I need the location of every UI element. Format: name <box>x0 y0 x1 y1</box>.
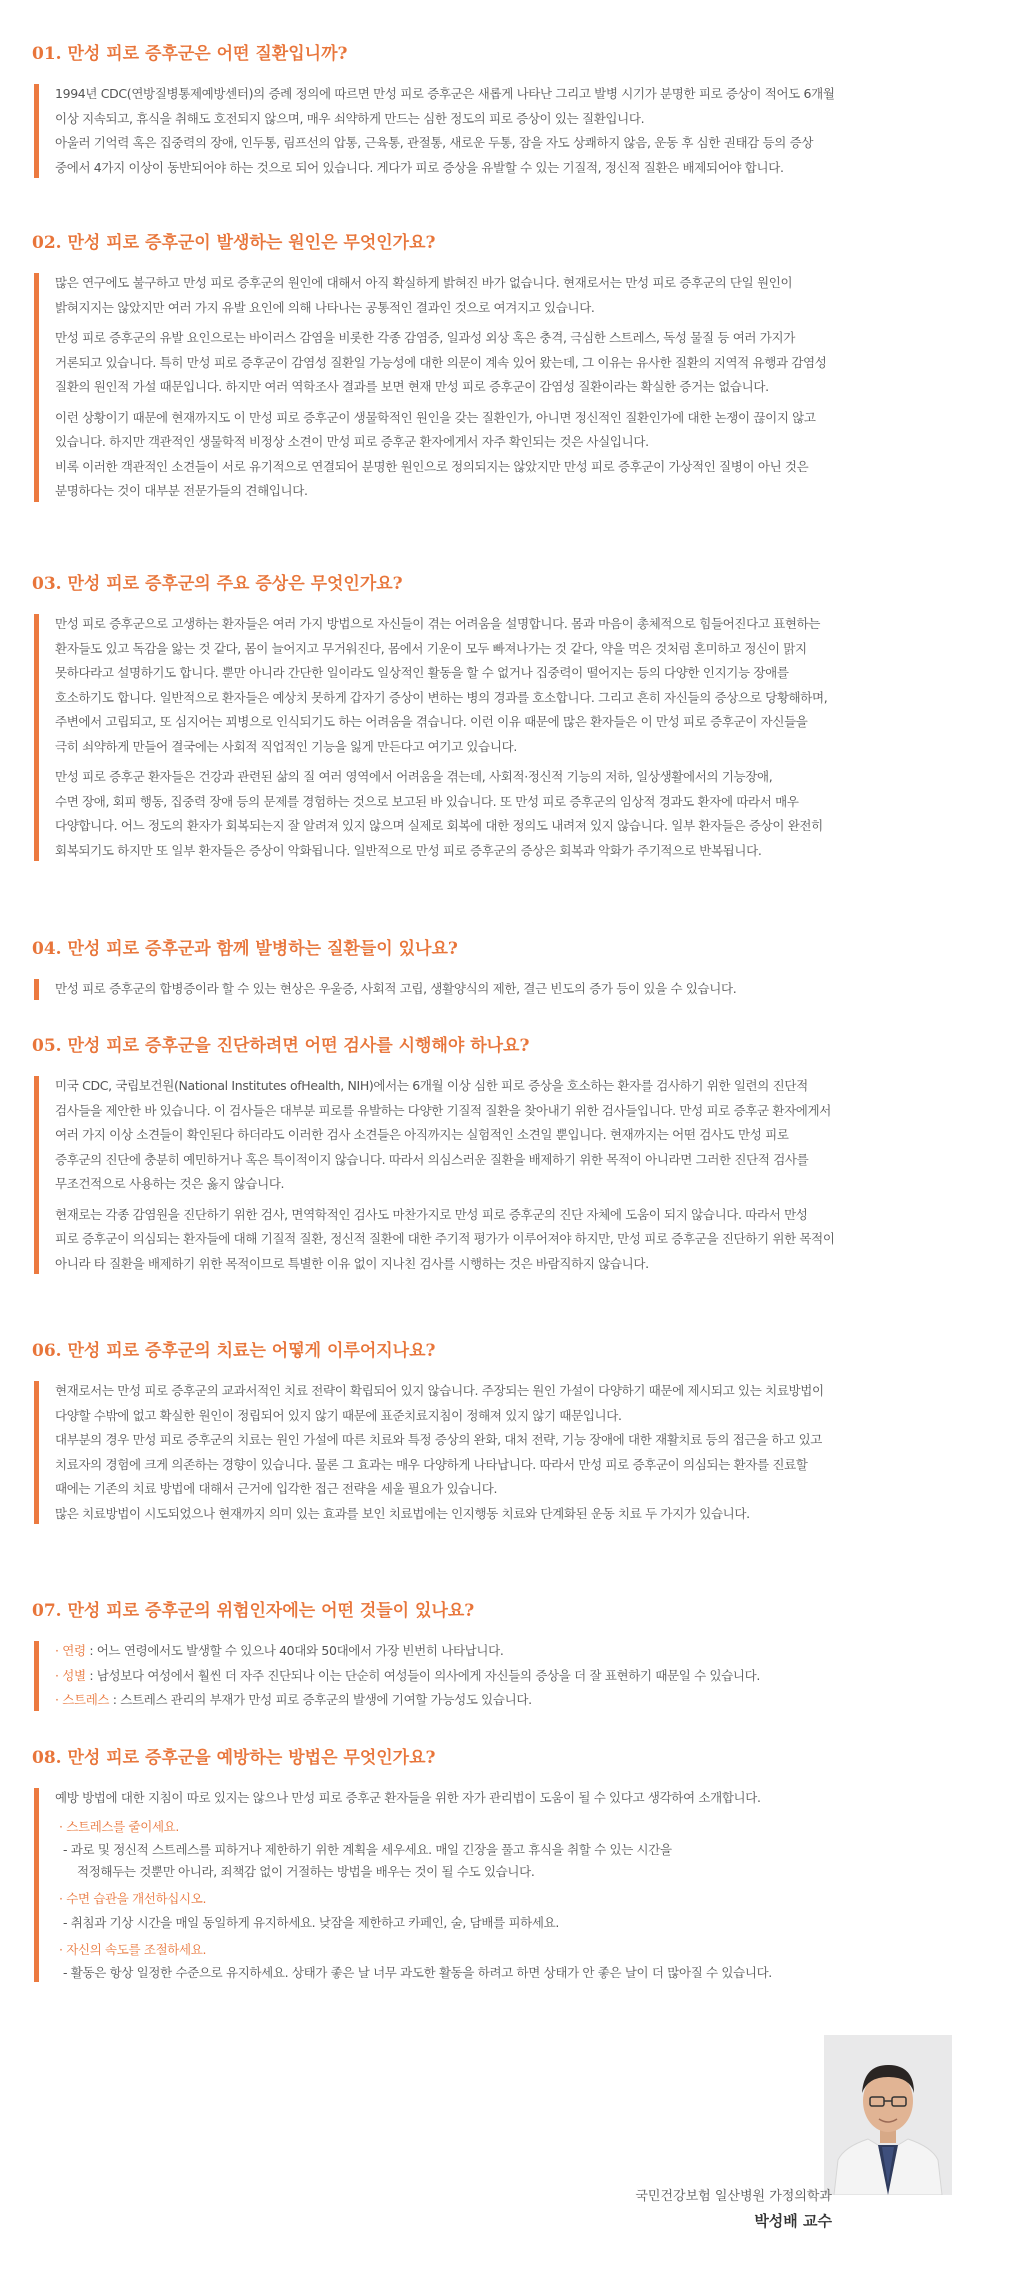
paragraph-line: 수면 장애, 회피 행동, 집중력 장애 등의 문제를 경험하는 것으로 보고된 바 있습니다. 또 만성 피로 증후군의 임상적 경과도 환자에 따라서 매우 <box>55 793 799 809</box>
section-body <box>32 271 994 504</box>
prevention-tip <box>55 1887 994 1934</box>
qa-section <box>32 232 994 498</box>
prevention-tip-label: 스트레스를 줄이세요. <box>66 1818 180 1834</box>
section-title: 03. 만성 피로 증후군의 주요 증상은 무엇인가요? <box>32 574 403 594</box>
paragraph-line: 대부분의 경우 만성 피로 증후군의 치료는 원인 가설에 따른 치료와 특정 증상의 완화, 대처 전략, 기능 장애에 대한 재활치료 등의 접근을 하고 있고 <box>55 1432 823 1447</box>
prevention-tip-heading <box>55 1938 994 1963</box>
paragraph-line: 치료자의 경험에 크게 의존하는 경향이 있습니다. 물론 그 효과는 매우 다양하게 나타납니다. 따라서 만성 피로 증후군이 의심되는 환자를 진료할 <box>55 1456 808 1472</box>
paragraph-line: 현재로서는 만성 피로 증후군의 교과서적인 치료 전략이 확립되어 있지 않습니다. 주장되는 원인 가설이 다양하기 때문에 제시되고 있는 치료방법이 <box>55 1383 824 1398</box>
paragraph-line: 무조건적으로 사용하는 것은 옳지 않습니다. <box>55 1176 285 1191</box>
paragraph <box>55 82 994 180</box>
section-title: 01. 만성 피로 증후군은 어떤 질환입니까? <box>32 44 348 64</box>
section-body <box>32 612 994 863</box>
section-body <box>32 1074 994 1276</box>
author-photo <box>824 2035 952 2195</box>
paragraph-line: 다양할 수밖에 없고 확실한 원인이 정립되어 있지 않기 때문에 표준치료지침이 정해져 있지 않기 때문입니다. <box>55 1407 622 1423</box>
section-body <box>32 82 994 180</box>
prevention-tip <box>55 1815 994 1884</box>
paragraph-line: 주변에서 고립되고, 또 심지어는 꾀병으로 인식되기도 하는 어려움을 겪습니다. 이런 이유 때문에 많은 환자들은 이 만성 피로 증후군이 자신들을 <box>55 714 808 729</box>
prevention-tip-line: - 취침과 기상 시간을 매일 동일하게 유지하세요. 낮잠을 제한하고 카페인, 술, 담배를 피하세요. <box>63 1914 559 1930</box>
bullet-dot: · <box>59 1891 63 1906</box>
bullet-dot: · <box>55 1643 59 1658</box>
paragraph <box>55 977 994 1002</box>
section-title: 05. 만성 피로 증후군을 진단하려면 어떤 검사를 시행해야 하나요? <box>32 1036 530 1056</box>
section-body <box>32 1379 994 1526</box>
paragraph-line: 여러 가지 이상 소견들이 확인된다 하더라도 이러한 검사 소견들은 아직까지는 실험적인 소견일 뿐입니다. 현재까지는 어떤 검사도 만성 피로 <box>55 1127 789 1142</box>
paragraph-line: 이상 지속되고, 휴식을 취해도 호전되지 않으며, 매우 쇠약하게 만드는 심한 정도의 피로 증상이 있는 질환입니다. <box>55 110 645 126</box>
paragraph-line: 미국 CDC, 국립보건원(National Institutes ofHealth, NIH)에서는 6개월 이상 심한 피로 증상을 호소하는 환자를 검사하기 위한 일련의 진단적 <box>55 1078 808 1093</box>
section-title: 08. 만성 피로 증후군을 예방하는 방법은 무엇인가요? <box>32 1748 436 1768</box>
prevention-tip-label: 자신의 속도를 조절하세요. <box>66 1941 207 1957</box>
paragraph-line: 중에서 4가지 이상이 동반되어야 하는 것으로 되어 있습니다. 게다가 피로 증상을 유발할 수 있는 기질적, 정신적 질환은 배제되어야 합니다. <box>55 159 784 175</box>
paragraph-line: 분명하다는 것이 대부분 전문가들의 견해입니다. <box>55 483 308 498</box>
section-title: 02. 만성 피로 증후군이 발생하는 원인은 무엇인가요? <box>32 233 436 253</box>
qa-section <box>32 938 994 996</box>
paragraph-line: 검사들을 제안한 바 있습니다. 이 검사들은 대부분 피로를 유발하는 다양한 기질적 질환을 찾아내기 위한 검사들입니다. 만성 피로 증후군 환자에게서 <box>55 1102 831 1118</box>
paragraph <box>55 406 994 504</box>
paragraph-line: 회복되기도 하지만 또 일부 환자들은 증상이 악화됩니다. 일반적으로 만성 피로 증후군의 증상은 회복과 악화가 주기적으로 반복됩니다. <box>55 842 762 858</box>
prevention-tip-line: - 활동은 항상 일정한 수준으로 유지하세요. 상태가 좋은 날 너무 과도한 활동을 하려고 하면 상태가 안 좋은 날이 더 많아질 수 있습니다. <box>63 1965 772 1980</box>
paragraph-line: 못하다라고 설명하기도 합니다. 뿐만 아니라 간단한 일이라도 일상적인 활동을 할 수 없거나 집중력이 떨어지는 등의 다양한 인지기능 장애를 <box>55 665 789 680</box>
risk-factor-item <box>55 1639 994 1664</box>
risk-factor-label: 연령 <box>62 1643 86 1658</box>
paragraph <box>55 612 994 759</box>
section-title: 04. 만성 피로 증후군과 함께 발병하는 질환들이 있나요? <box>32 939 458 959</box>
risk-factor-text: : 스트레스 관리의 부재가 만성 피로 증후군의 발생에 기여할 가능성도 있습니다. <box>109 1692 532 1707</box>
bullet-dot: · <box>55 1692 59 1707</box>
paragraph-line: 호소하기도 합니다. 일반적으로 환자들은 예상치 못하게 갑자기 증상이 변하는 병의 경과를 호소합니다. 그리고 흔히 자신들의 증상으로 당황해하며, <box>55 689 828 705</box>
paragraph-line: 때에는 기존의 치료 방법에 대해서 근거에 입각한 접근 전략을 세울 필요가 있습니다. <box>55 1481 498 1496</box>
section-body <box>32 1639 994 1713</box>
prevention-tip-label: 수면 습관을 개선하십시오. <box>66 1891 207 1906</box>
risk-factor-item <box>55 1664 994 1689</box>
qa-section <box>32 1340 994 1521</box>
prevention-tip-line: 적정해두는 것뿐만 아니라, 죄책감 없이 거절하는 방법을 배우는 것이 될 수도 있습니다. <box>77 1864 535 1879</box>
paragraph-line: 비록 이러한 객관적인 소견들이 서로 유기적으로 연결되어 분명한 원인으로 정의되지는 않았지만 만성 피로 증후군이 가상적인 질병이 아닌 것은 <box>55 458 809 474</box>
paragraph-line: 밝혀지지는 않았지만 여러 가지 유발 요인에 의해 나타나는 공통적인 결과인 것으로 여겨지고 있습니다. <box>55 299 595 315</box>
qa-section <box>32 573 994 858</box>
section-body <box>32 1786 994 1984</box>
bullet-dot: · <box>55 1667 59 1683</box>
paragraph-line: 거론되고 있습니다. 특히 만성 피로 증후군이 감염성 질환일 가능성에 대한 의문이 계속 있어 왔는데, 그 이유는 유사한 질환의 지역적 유행과 감염성 <box>55 354 827 370</box>
paragraph-line: 이런 상황이기 때문에 현재까지도 이 만성 피로 증후군이 생물학적인 원인을 갖는 질환인가, 아니면 정신적인 질환인가에 대한 논쟁이 끊이지 않고 <box>55 409 816 425</box>
paragraph-line: 많은 연구에도 불구하고 만성 피로 증후군의 원인에 대해서 아직 확실하게 밝혀진 바가 없습니다. 현재로서는 만성 피로 증후군의 단일 원인이 <box>55 275 793 290</box>
risk-factor-text: : 남성보다 여성에서 훨씬 더 자주 진단되나 이는 단순히 여성들이 의사에게 자신들의 증상을 더 잘 표현하기 때문일 수 있습니다. <box>85 1667 761 1683</box>
paragraph <box>55 765 994 863</box>
qa-section <box>32 1035 994 1271</box>
paragraph-line: 다양합니다. 어느 정도의 환자가 회복되는지 잘 알려져 있지 않으며 실제로 회복에 대한 정의도 내려져 있지 않습니다. 일부 환자들은 증상이 완전히 <box>55 818 823 833</box>
risk-factor-item <box>55 1688 994 1713</box>
paragraph-line: 1994년 CDC(연방질병통제예방센터)의 증례 정의에 따르면 만성 피로 증후군은 새롭게 나타난 그리고 발병 시기가 분명한 피로 증상이 적어도 6개월 <box>55 86 835 101</box>
paragraph-line: 많은 치료방법이 시도되었으나 현재까지 의미 있는 효과를 보인 치료법에는 인지행동 치료와 단계화된 운동 치료 두 가지가 있습니다. <box>55 1505 750 1521</box>
paragraph-line: 만성 피로 증후군의 합병증이라 할 수 있는 현상은 우울증, 사회적 고립, 생활양식의 제한, 결근 빈도의 증가 등이 있을 수 있습니다. <box>55 981 737 996</box>
paragraph-line: 아울러 기억력 혹은 집중력의 장애, 인두통, 림프선의 압통, 근육통, 관절통, 새로운 두통, 잠을 자도 상쾌하지 않음, 운동 후 심한 권태감 등의 증상 <box>55 135 814 150</box>
paragraph <box>55 326 994 400</box>
paragraph-line: 피로 증후군이 의심되는 환자들에 대해 기질적 질환, 정신적 질환에 대한 주기적 평가가 이루어져야 하지만, 만성 피로 증후군을 진단하기 위한 목적이 <box>55 1231 835 1246</box>
author-name: 박성배 교수 <box>754 2212 832 2230</box>
paragraph-line: 만성 피로 증후군으로 고생하는 환자들은 여러 가지 방법으로 자신들이 겪는 어려움을 설명합니다. 몸과 마음이 총체적으로 힘들어진다고 표현하는 <box>55 616 821 631</box>
bullet-dot: · <box>59 1941 63 1957</box>
risk-factor-label: 스트레스 <box>62 1692 110 1707</box>
paragraph <box>55 1379 994 1526</box>
paragraph-line: 환자들도 있고 독감을 앓는 것 같다, 몸이 늘어지고 무거워진다, 몸에서 기운이 모두 빠져나가는 것 같다, 약을 먹은 것처럼 혼미하고 정신이 맑지 <box>55 640 807 656</box>
paragraph <box>55 271 994 320</box>
paragraph-line: 극히 쇠약하게 만들어 결국에는 사회적 직업적인 기능을 잃게 만든다고 여기고 있습니다. <box>55 738 517 754</box>
prevention-tip-line: - 과로 및 정신적 스트레스를 피하거나 제한하기 위한 계획을 세우세요. 매일 긴장을 풀고 휴식을 취할 수 있는 시간을 <box>63 1842 672 1857</box>
bullet-dot: · <box>59 1818 63 1834</box>
prevention-tip-heading <box>55 1887 994 1912</box>
qa-section <box>32 1747 994 1980</box>
section-body <box>32 977 994 1002</box>
qa-section <box>32 43 994 175</box>
paragraph <box>55 1203 994 1277</box>
prevention-tip <box>55 1938 994 1985</box>
prevention-intro: 예방 방법에 대한 지침이 따로 있지는 않으나 만성 피로 증후군 환자들을 위한 자가 관리법이 도움이 될 수 있다고 생각하여 소개합니다. <box>55 1790 761 1805</box>
author-affiliation: 국민건강보험 일산병원 가정의학과 <box>635 2189 832 2204</box>
paragraph-line: 질환의 원인적 가설 때문입니다. 하지만 여러 역학조사 결과를 보면 현재 만성 피로 증후군이 감염성 질환이라는 확실한 증거는 없습니다. <box>55 379 769 394</box>
section-title: 06. 만성 피로 증후군의 치료는 어떻게 이루어지나요? <box>32 1341 436 1361</box>
paragraph-line: 아니라 타 질환을 배제하기 위한 목적이므로 특별한 이유 없이 지나친 검사를 시행하는 것은 바람직하지 않습니다. <box>55 1255 649 1271</box>
risk-factor-text: : 어느 연령에서도 발생할 수 있으나 40대와 50대에서 가장 빈번히 나타납니다. <box>85 1643 504 1658</box>
risk-factor-label: 성별 <box>62 1667 86 1683</box>
paragraph-line: 증후군의 진단에 충분히 예민하거나 혹은 특이적이지 않습니다. 따라서 의심스러운 질환을 배제하기 위한 목적이 아니라면 그러한 진단적 검사를 <box>55 1151 809 1167</box>
paragraph-line: 있습니다. 하지만 객관적인 생물학적 비정상 소견이 만성 피로 증후군 환자에게서 자주 확인되는 것은 사실입니다. <box>55 434 649 449</box>
paragraph-line: 현재로는 각종 감염원을 진단하기 위한 검사, 면역학적인 검사도 마찬가지로 만성 피로 증후군의 진단 자체에 도움이 되지 않습니다. 따라서 만성 <box>55 1206 808 1222</box>
author-block <box>0 2035 962 2250</box>
section-title: 07. 만성 피로 증후군의 위험인자에는 어떤 것들이 있나요? <box>32 1601 475 1621</box>
qa-section <box>32 1600 994 1707</box>
paragraph-line: 만성 피로 증후군 환자들은 건강과 관련된 삶의 질 여러 영역에서 어려움을 겪는데, 사회적·정신적 기능의 저하, 일상생활에서의 기능장애, <box>55 769 773 784</box>
paragraph <box>55 1074 994 1197</box>
paragraph-line: 만성 피로 증후군의 유발 요인으로는 바이러스 감염을 비롯한 각종 감염증, 일과성 외상 혹은 충격, 극심한 스트레스, 독성 물질 등 여러 가지가 <box>55 330 795 345</box>
prevention-tip-heading <box>55 1815 994 1840</box>
